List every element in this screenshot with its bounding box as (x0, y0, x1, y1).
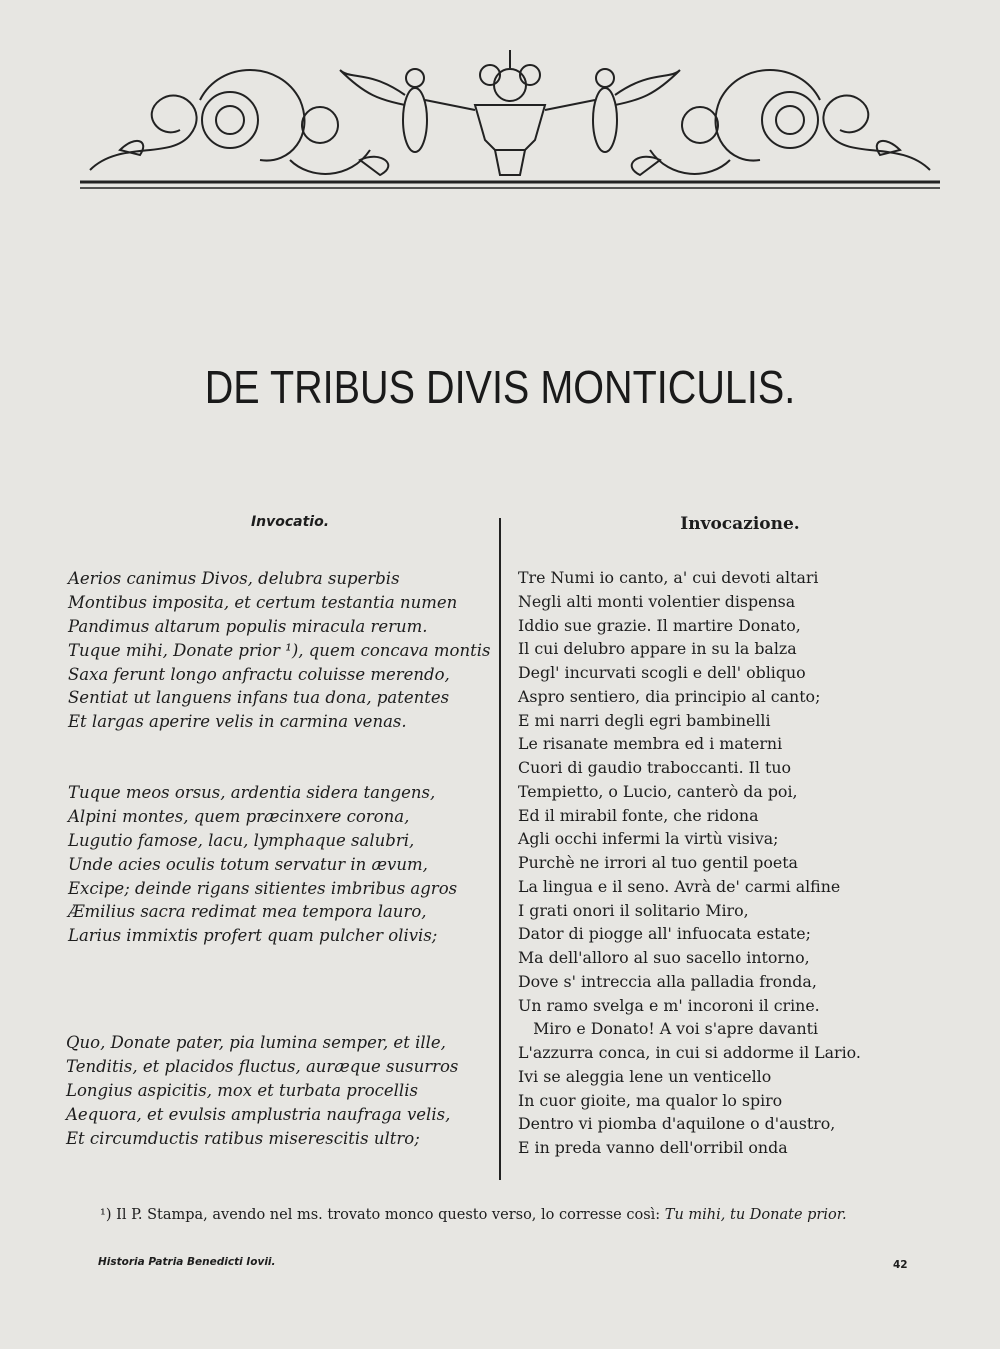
latin-verse: Pandimus altarum populis miracula rerum. (68, 616, 428, 636)
latin-verse: Longius aspicitis, mox et turbata procellis (66, 1080, 418, 1100)
italian-verse: Negli alti monti volentier dispensa (518, 591, 796, 611)
italian-verse: Dentro vi piomba d'aquilone o d'austro, (518, 1114, 836, 1134)
italian-verse: Tempietto, o Lucio, canterò da poi, (518, 781, 798, 801)
italian-verse: I grati onori il solitario Miro, (518, 900, 749, 920)
footnote-marker: ¹) (100, 1207, 112, 1223)
italian-verse: Dove s' intreccia alla palladia fronda, (518, 971, 817, 991)
latin-stanza-2 (68, 781, 457, 948)
page-number: 42 (893, 1259, 908, 1271)
latin-verse: Et circumductis ratibus miserescitis ultro; (66, 1128, 420, 1148)
latin-heading: Invocatio. (250, 514, 330, 530)
italian-verse: Ma dell'alloro al suo sacello intorno, (518, 948, 810, 967)
italian-verse: Il cui delubro appare in su la balza (518, 639, 797, 659)
italian-verse: Degl' incurvati scogli e dell' obliquo (518, 663, 806, 682)
latin-verse: Aerios canimus Divos, delubra superbis (68, 569, 400, 588)
latin-verse: Quo, Donate pater, pia lumina semper, et ille, (66, 1033, 446, 1052)
footnote-text: Il P. Stampa, avendo nel ms. trovato monco questo verso, lo corresse così: (116, 1207, 661, 1223)
source-note: Historia Patria Benedicti Iovii. (98, 1256, 276, 1268)
italian-verse: In cuor gioite, ma qualor lo spiro (518, 1090, 783, 1110)
latin-verse: Larius immixtis profert quam pulcher olivis; (68, 926, 438, 946)
latin-verse: Montibus imposita, et certum testantia numen (68, 592, 458, 612)
italian-verse: L'azzurra conca, in cui si addorme il Lario. (518, 1043, 861, 1062)
italian-verse: Ivi se aleggia lene un venticello (518, 1066, 772, 1086)
latin-verse: Saxa ferunt longo anfractu coluisse merendo, (68, 664, 450, 684)
italian-verse: Cuori di gaudio traboccanti. Il tuo (518, 758, 791, 777)
italian-heading: Invocazione. (680, 514, 800, 534)
latin-verse: Tuque meos orsus, ardentia sidera tangens, (68, 783, 436, 802)
italian-verse: Agli occhi infermi la virtù visiva; (518, 829, 779, 849)
latin-verse: Et largas aperire velis in carmina venas. (68, 712, 407, 732)
page-title: DE TRIBUS DIVIS MONTICULIS. (204, 361, 796, 413)
latin-verse: Æmilius sacra redimat mea tempora lauro, (68, 902, 427, 922)
latin-verse: Sentiat ut languens infans tua dona, patentes (68, 688, 450, 708)
italian-verse: Ed il mirabil fonte, che ridona (518, 805, 759, 825)
latin-stanza-3 (66, 1031, 458, 1150)
footnote (100, 1207, 940, 1223)
italian-verse: E in preda vanno dell'orribil onda (518, 1138, 788, 1157)
latin-verse: Tenditis, et placidos fluctus, auræque susurros (66, 1056, 459, 1076)
italian-verse: E mi narri degli egri bambinelli (518, 710, 771, 730)
latin-verse: Lugutio famose, lacu, lymphaque salubri, (68, 830, 415, 850)
latin-verse: Alpini montes, quem præcinxere corona, (68, 806, 410, 826)
italian-verse: Dator di piogge all' infuocata estate; (518, 924, 811, 944)
latin-verse: Excipe; deinde rigans sitientes imbribus agros (68, 878, 458, 898)
italian-verse: Tre Numi io canto, a' cui devoti altari (518, 568, 819, 587)
latin-verse: Unde acies oculis totum servatur in ævum, (68, 854, 428, 874)
footnote-citation: Tu mihi, tu Donate prior. (664, 1207, 847, 1223)
latin-stanza-1 (68, 567, 490, 734)
column-divider (499, 518, 501, 1180)
italian-verse: Purchè ne irrori al tuo gentil poeta (518, 853, 798, 872)
italian-poem (518, 566, 861, 1160)
latin-verse: Aequora, et evulsis amplustria naufraga velis, (66, 1104, 451, 1124)
latin-verse: Tuque mihi, Donate prior ¹), quem concava montis (68, 640, 491, 660)
ornamental-header-icon (80, 40, 940, 190)
italian-verse: Le risanate membra ed i materni (518, 734, 783, 754)
italian-verse: Miro e Donato! A voi s'apre davanti (518, 1019, 819, 1039)
italian-verse: Iddio sue grazie. Il martire Donato, (518, 615, 801, 635)
italian-verse: Aspro sentiero, dia principio al canto; (518, 686, 821, 706)
italian-verse: La lingua e il seno. Avrà de' carmi alfine (518, 876, 841, 896)
italian-verse: Un ramo svelga e m' incoroni il crine. (518, 995, 820, 1015)
